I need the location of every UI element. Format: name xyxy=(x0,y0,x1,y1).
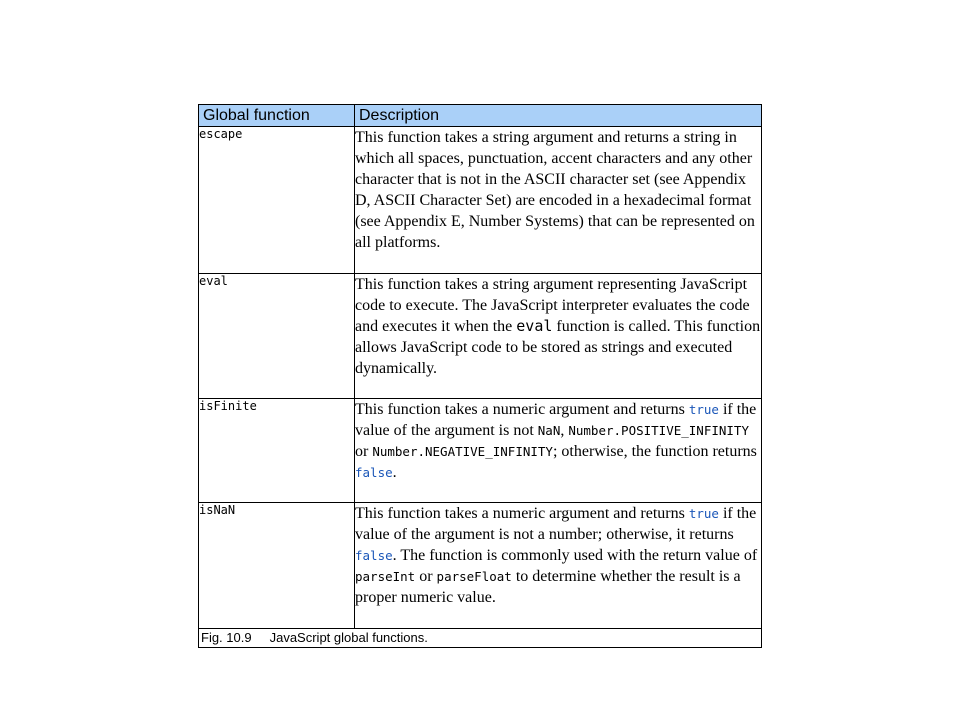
description-escape: This function takes a string argument and returns a string in which all spaces, punctuation, accent characters and any other character that is not in the ASCII character set (see Appendix D, ASCII Character Set) are encoded in a hexadecimal format (see Appendix E, Number Systems) that can be represented on all platforms. xyxy=(355,127,762,274)
table-row xyxy=(199,127,762,274)
header-global-function: Global function xyxy=(199,105,355,127)
desc-text: This function takes a numeric argument and returns xyxy=(355,505,689,522)
caption-row xyxy=(199,629,762,648)
desc-text: function is called. This function allows JavaScript code to be stored as strings and executed dynamically. xyxy=(355,318,761,377)
desc-text: if the value of the argument is not xyxy=(355,401,757,439)
desc-text: if the value of the argument is not a number; otherwise, it returns xyxy=(355,505,757,543)
desc-code: false xyxy=(355,548,393,563)
desc-code: eval xyxy=(516,317,553,335)
desc-code: parseFloat xyxy=(436,569,512,584)
desc-code: false xyxy=(355,465,393,480)
function-name-isfinite: isFinite xyxy=(199,399,355,503)
desc-code: true xyxy=(688,506,719,521)
desc-code: parseInt xyxy=(355,569,416,584)
desc-code: Number.POSITIVE_INFINITY xyxy=(568,423,749,438)
table-header-row xyxy=(199,105,762,127)
desc-code: NaN xyxy=(537,423,561,438)
desc-text: This function takes a numeric argument and returns xyxy=(355,401,689,418)
desc-code: true xyxy=(688,402,719,417)
desc-text: ; otherwise, the function returns xyxy=(552,443,757,460)
caption-text: JavaScript global functions. xyxy=(269,630,428,645)
global-functions-table xyxy=(198,104,762,648)
table-row xyxy=(199,503,762,629)
caption-label: Fig. 10.9 xyxy=(201,630,252,645)
description-isnan xyxy=(355,503,762,629)
desc-text: or xyxy=(415,568,437,585)
table-row xyxy=(199,274,762,399)
desc-text: . xyxy=(392,464,397,481)
function-name-isnan: isNaN xyxy=(199,503,355,629)
description-eval xyxy=(355,274,762,399)
desc-code: Number.NEGATIVE_INFINITY xyxy=(372,444,553,459)
figure-caption xyxy=(199,629,762,648)
desc-text: . The function is commonly used with the return value of xyxy=(392,547,758,564)
desc-text: This function takes a string argument representing JavaScript code to execute. The JavaScript interpreter evaluates the code and executes it when the xyxy=(355,276,750,335)
header-description: Description xyxy=(355,105,762,127)
desc-text: or xyxy=(355,443,373,460)
function-name-escape: escape xyxy=(199,127,355,274)
function-name-eval: eval xyxy=(199,274,355,399)
table-row xyxy=(199,399,762,503)
desc-text: to determine whether the result is a proper numeric value. xyxy=(355,568,741,606)
description-isfinite xyxy=(355,399,762,503)
desc-text: , xyxy=(560,422,569,439)
